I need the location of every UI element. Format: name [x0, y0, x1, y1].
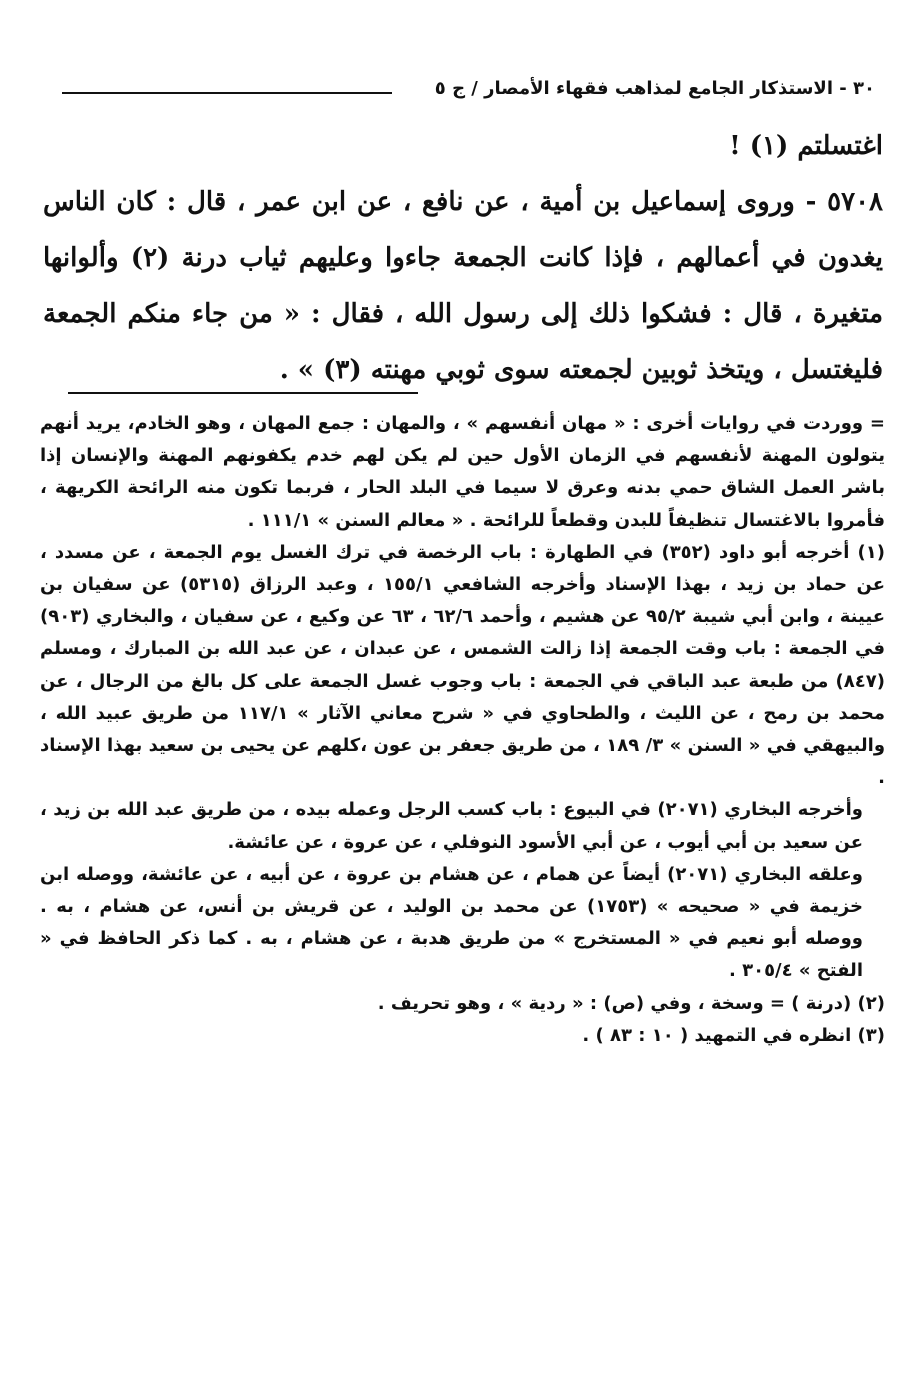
hadith-5708: ٥٧٠٨ - وروى إسماعيل بن أمية ، عن نافع ، عن ابن عمر ، قال : كان الناس يغدون في أعمالهم ، فإذا كانت الجمعة جاءوا وعليهم ثياب درنة (٢) وألوانها متغيرة ، قال : فشكوا ذلك إلى رسول الله ، فقال : « من جاء منكم الجمعة فليغتسل ، ويتخذ ثوبين لجمعته سوى ثوبي مهنته (٣) » . — [43, 187, 883, 385]
footnote-continuation: = ووردت في روايات أخرى : « مهان أنفسهم » ، والمهان : جمع المهان ، وهو الخادم، يريد أنهم يتولون المهنة لأنفسهم في الزمان الأول حين لم يكن لهم خدم يكفونهم المهنة والإنسان إذا باشر العمل الشاق حمي بدنه وعرق لا سيما في البلد الحار ، فربما تكون منه الرائحة الكريهة ، فأمروا بالاغتسال تنظيفاً للبدن وقطعاً للرائحة . « معالم السنن » ١١١/١ . — [40, 413, 885, 531]
previous-text-end: اغتسلتم (١) ! — [729, 131, 883, 161]
header-rule — [62, 92, 392, 94]
main-text — [43, 118, 883, 398]
footnote-1-part-2: وأخرجه البخاري (٢٠٧١) في البيوع : باب كسب الرجل وعمله بيده ، من طريق عبد الله بن زيد ، عن سعيد بن أبي أيوب ، عن أبي الأسود النوفلي ، عن عروة ، عن عائشة. — [40, 799, 864, 853]
footnote-2: (٢) (درنة ) = وسخة ، وفي (ص) : « ردية » ، وهو تحريف . — [377, 992, 885, 1014]
footnote-1: (١) أخرجه أبو داود (٣٥٢) في الطهارة : باب الرخصة في ترك الغسل يوم الجمعة ، عن مسدد ، عن حماد بن زيد ، بهذا الإسناد وأخرجه الشافعي ١٥٥/١ ، وعبد الرزاق (٥٣١٥) عن سفيان بن عيينة ، وابن أبي شيبة ٩٥/٢ عن هشيم ، وأحمد ٦٢/٦ ، ٦٣ عن وكيع ، عن سفيان ، والبخاري (٩٠٣) في الجمعة : باب وقت الجمعة إذا زالت الشمس ، عن عبدان ، عن عبد الله بن المبارك ، ومسلم (٨٤٧) من طبعة عبد الباقي في الجمعة : باب وجوب غسل الجمعة على كل بالغ من الرجال ، عن محمد بن رمح ، عن الليث ، والطحاوي في « شرح معاني الآثار » ١١٧/١ من طريق عبيد الله ، والبيهقي في « السنن » ٣/ ١٨٩ ، من طريق جعفر بن عون ،كلهم عن يحيى بن سعيد بهذا الإسناد . — [40, 541, 886, 789]
footnote-1-part-3: وعلقه البخاري (٢٠٧١) أيضاً عن همام ، عن هشام بن عروة ، عن أبيه ، عن عائشة، ووصله ابن خزيمة في « صحيحه » (١٧٥٣) عن محمد بن الوليد ، عن قريش بن أنس، عن هشام ، به . ووصله أبو نعيم في « المستخرج » من طريق هدبة ، عن هشام ، به . كما ذكر الحافظ في « الفتح » ٣٠٥/٤ . — [40, 863, 863, 982]
footnote-separator — [68, 392, 418, 394]
footnote-3: (٣) انظره في التمهيد ( ١٠ : ٨٣ ) . — [582, 1024, 885, 1046]
page-header: ٣٠ - الاستذكار الجامع لمذاهب فقهاء الأمصار / ج ٥ — [434, 78, 875, 99]
footnotes — [40, 408, 885, 1052]
